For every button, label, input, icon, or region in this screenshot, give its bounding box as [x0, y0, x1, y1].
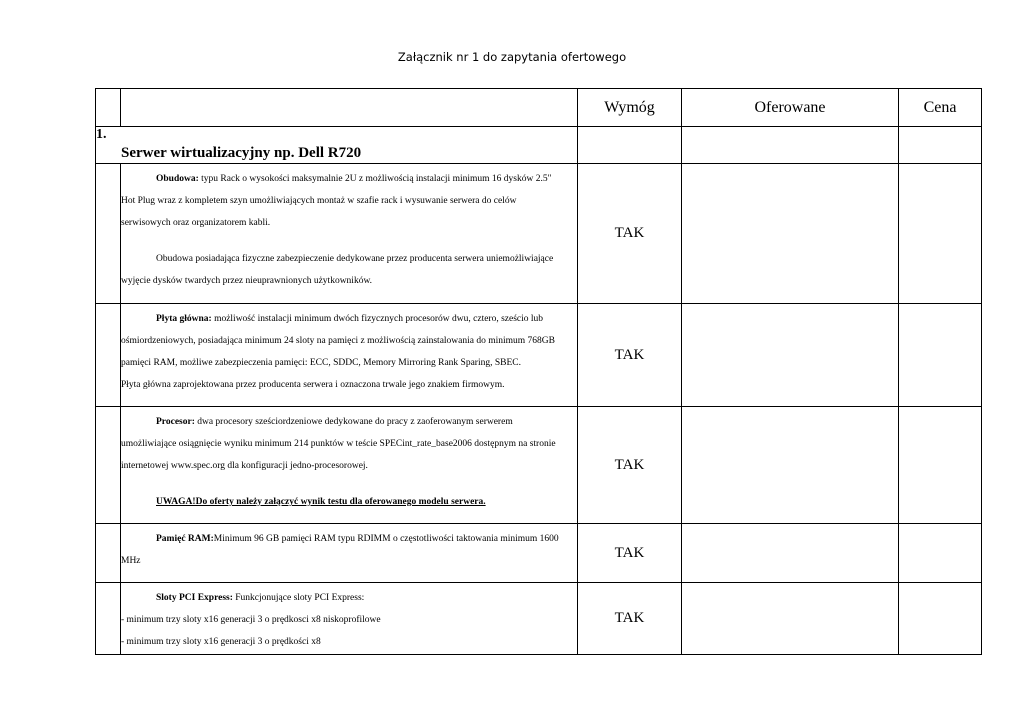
warning-note: UWAGA!Do oferty należy załączyć wynik testu dla oferowanego modelu serwera. [156, 497, 486, 507]
price-cell [899, 127, 982, 164]
requirement-value: TAK [578, 164, 682, 304]
price-input-cell[interactable] [899, 524, 982, 583]
requirement-value: TAK [578, 407, 682, 524]
table-row [96, 407, 982, 524]
price-input-cell[interactable] [899, 164, 982, 304]
price-input-cell[interactable] [899, 304, 982, 407]
price-input-cell[interactable] [899, 583, 982, 655]
spec-description: Płyta główna: możliwość instalacji minimum dwóch fizycznych procesorów dwu, cztero, sześcio lub ośmiordzeniowych, posiadająca minimum 24 sloty na pamięci z możliwością zainstalowania do minimum 768GB pamięci RAM, możliwe zabezpieczenia pamięci: ECC, SDDC, Memory Mirroring Rank Sparing, SBEC. Płyta główna zaprojektowana przez producenta serwera i oznaczona trwale jego znakiem firmowym. [121, 304, 578, 407]
document-title: Załącznik nr 1 do zapytania ofertowego [397, 50, 627, 64]
empty-cell [96, 583, 121, 655]
requirement-value: TAK [578, 583, 682, 655]
empty-cell [96, 164, 121, 304]
spec-label: Pamięć RAM: [156, 534, 214, 544]
table-row [96, 304, 982, 407]
requirement-cell [578, 127, 682, 164]
requirement-value: TAK [578, 304, 682, 407]
spec-label: Obudowa: [156, 174, 199, 184]
spec-label: Płyta główna: [156, 314, 212, 324]
table-row [96, 583, 982, 655]
offered-cell [682, 127, 899, 164]
table-row [96, 164, 982, 304]
price-input-cell[interactable] [899, 407, 982, 524]
spec-label: Procesor: [156, 417, 195, 427]
empty-cell [96, 407, 121, 524]
spec-description: Procesor: dwa procesory sześciordzeniowe dedykowane do pracy z zaoferowanym serwerem umożliwiające osiągnięcie wyniku minimum 214 punktów w teście SPECint_rate_base2006 dostępnym na stronie internetowej www.spec.org dla konfiguracji jedno-procesorowej. UWAGA!Do oferty należy załączyć wynik testu dla oferowanego modelu serwera. [121, 407, 578, 524]
offered-input-cell[interactable] [682, 407, 899, 524]
empty-cell [96, 524, 121, 583]
section-number: 1. [96, 127, 107, 142]
column-header-price: Cena [899, 89, 982, 127]
spec-label: Sloty PCI Express: [156, 593, 233, 603]
table-header-row [96, 89, 982, 127]
table-row [96, 524, 982, 583]
column-header-requirement: Wymóg [578, 89, 682, 127]
specification-table [95, 88, 982, 655]
section-title: Serwer wirtualizacyjny np. Dell R720 [121, 145, 362, 161]
section-cell [96, 127, 578, 164]
offered-input-cell[interactable] [682, 304, 899, 407]
offered-input-cell[interactable] [682, 164, 899, 304]
empty-cell [121, 89, 578, 127]
requirement-value: TAK [578, 524, 682, 583]
section-row [96, 127, 982, 164]
empty-cell [96, 304, 121, 407]
offered-input-cell[interactable] [682, 583, 899, 655]
spec-description: Sloty PCI Express: Funkcjonujące sloty PCI Express: - minimum trzy sloty x16 generacji 3 o prędkosci x8 niskoprofilowe - minimum trzy sloty x16 generacji 3 o prędkości x8 [121, 583, 578, 655]
spec-description: Pamięć RAM:Minimum 96 GB pamięci RAM typu RDIMM o częstotliwości taktowania minimum 1600 MHz [121, 524, 578, 583]
empty-cell [96, 89, 121, 127]
column-header-offered: Oferowane [682, 89, 899, 127]
offered-input-cell[interactable] [682, 524, 899, 583]
spec-description: Obudowa: typu Rack o wysokości maksymalnie 2U z możliwością instalacji minimum 16 dysków 2.5" Hot Plug wraz z kompletem szyn umożliwiających montaż w szafie rack i wysuwanie serwera do celów serwisowych oraz organizatorem kabli. Obudowa posiadająca fizyczne zabezpieczenie dedykowane przez producenta serwera uniemożliwiające wyjęcie dysków twardych przez nieuprawnionych użytkowników. [121, 164, 578, 304]
